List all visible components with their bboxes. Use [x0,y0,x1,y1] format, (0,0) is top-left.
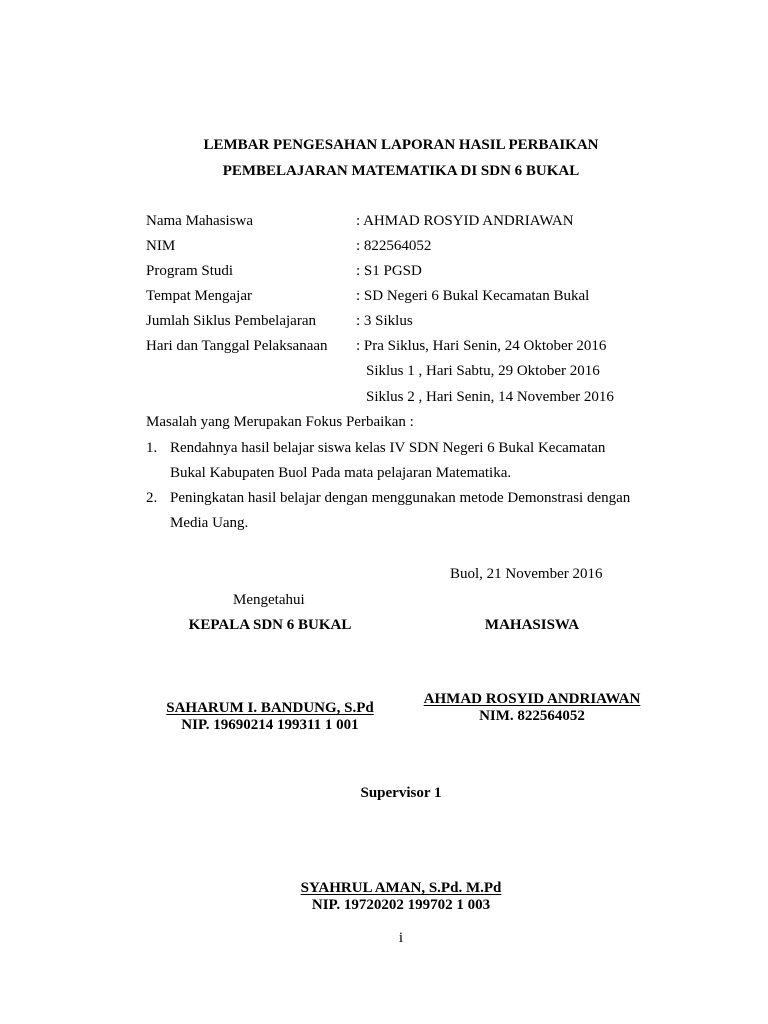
field-label-siklus: Jumlah Siklus Pembelajaran [146,313,316,329]
focus-heading: Masalah yang Merupakan Fokus Perbaikan : [146,414,414,430]
focus-item-number: 2. [146,490,158,506]
field-value-hari: : Pra Siklus, Hari Senin, 24 Oktober 2016 [356,338,607,354]
field-value-siklus: : 3 Siklus [356,313,413,329]
title-line-2: PEMBELAJARAN MATEMATIKA DI SDN 6 BUKAL [222,163,580,179]
left-signer-name: SAHARUM I. BANDUNG, S.Pd [166,700,374,716]
right-signer-name: AHMAD ROSYID ANDRIAWAN [423,691,641,707]
field-label-tempat: Tempat Mengajar [146,288,252,304]
field-value-nim: : 822564052 [356,238,432,254]
focus-item-text: Peningkatan hasil belajar dengan menggunakan metode Demonstrasi dengan [170,490,631,506]
focus-item-text: Bukal Kabupaten Buol Pada mata pelajaran Matematika. [170,465,512,481]
focus-item-text: Rendahnya hasil belajar siswa kelas IV SDN Negeri 6 Bukal Kecamatan [170,440,606,456]
supervisor-role: Supervisor 1 [360,785,442,801]
schedule-siklus-1: Siklus 1 , Hari Sabtu, 29 Oktober 2016 [366,363,600,379]
field-label-nama: Nama Mahasiswa [146,213,254,229]
focus-item-number: 1. [146,440,158,456]
field-value-program: : S1 PGSD [356,263,422,279]
acknowledged-label: Mengetahui [233,592,305,608]
schedule-siklus-2: Siklus 2 , Hari Senin, 14 November 2016 [366,389,614,405]
field-value-nama: : AHMAD ROSYID ANDRIAWAN [356,213,574,229]
title-line-1: LEMBAR PENGESAHAN LAPORAN HASIL PERBAIKAN [203,137,599,153]
place-date: Buol, 21 November 2016 [450,566,603,582]
field-label-nim: NIM [146,238,176,254]
focus-item-text: Media Uang. [170,515,249,531]
field-value-tempat: : SD Negeri 6 Bukal Kecamatan Bukal [356,288,590,304]
field-label-program: Program Studi [146,263,234,279]
right-signer-role: MAHASISWA [484,617,580,633]
supervisor-name: SYAHRUL AMAN, S.Pd. M.Pd [300,880,502,896]
supervisor-nip: NIP. 19720202 199702 1 003 [311,897,491,913]
left-signer-role: KEPALA SDN 6 BUKAL [188,617,352,633]
right-signer-nip: NIM. 822564052 [479,708,585,724]
page-number: i [398,930,404,946]
left-signer-nip: NIP. 19690214 199311 1 001 [181,717,359,733]
field-label-hari: Hari dan Tanggal Pelaksanaan [146,338,328,354]
